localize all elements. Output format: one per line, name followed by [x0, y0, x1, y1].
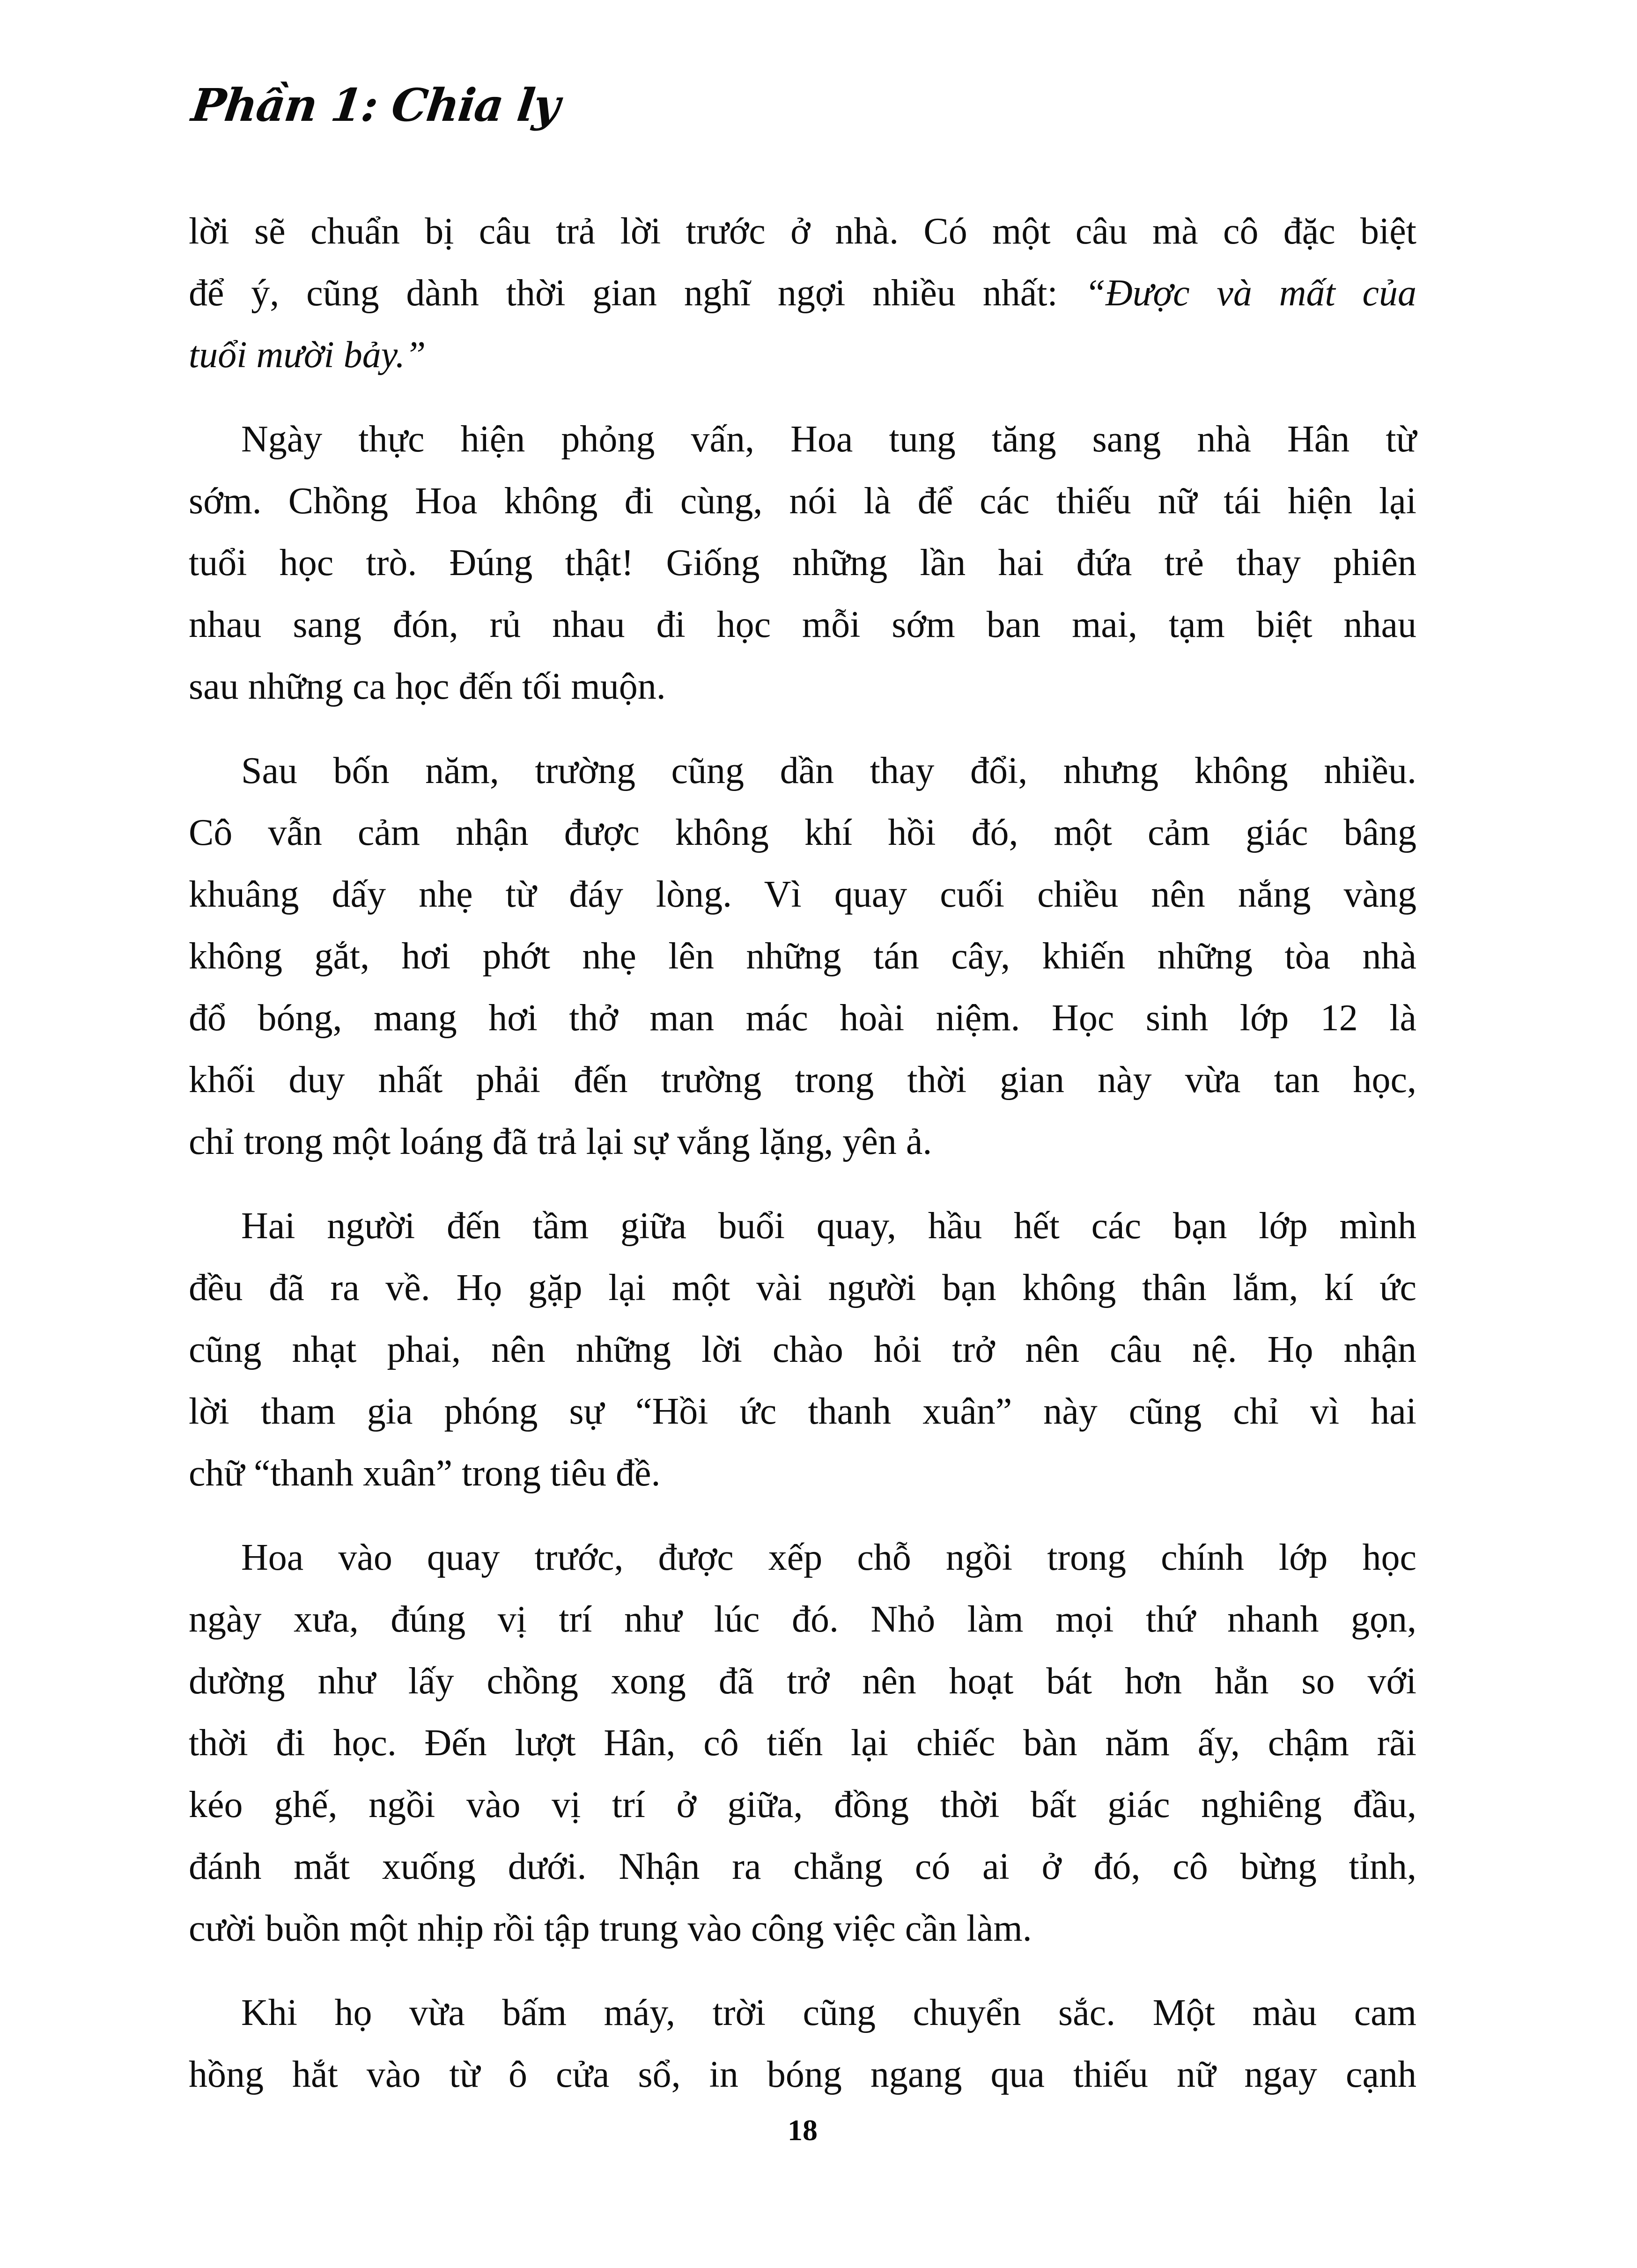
text-line: cười buồn một nhịp rồi tập trung vào công việc cần làm. — [189, 1908, 1032, 1949]
line-text: để ý, cũng dành thời gian nghĩ ngợi nhiều nhất: — [189, 273, 1085, 314]
line-text-italic: “Được và mất của — [1084, 273, 1417, 314]
text-line: hồng hắt vào từ ô cửa sổ, in bóng ngang qua thiếu nữ ngay cạnh — [189, 2054, 1416, 2095]
paragraph — [189, 1982, 1416, 2105]
text-line: cũng nhạt phai, nên những lời chào hỏi trở nên câu nệ. Họ nhận — [189, 1329, 1416, 1370]
text-line: thời đi học. Đến lượt Hân, cô tiến lại chiếc bàn năm ấy, chậm rãi — [189, 1722, 1416, 1764]
text-line: lời tham gia phóng sự “Hồi ức thanh xuân” này cũng chỉ vì hai — [189, 1391, 1416, 1432]
body-text — [189, 200, 1416, 2105]
text-line: tuổi mười bảy.” — [189, 334, 426, 376]
text-line: tuổi học trò. Đúng thật! Giống những lần hai đứa trẻ thay phiên — [189, 542, 1416, 584]
text-line: sau những ca học đến tối muộn. — [189, 666, 666, 707]
text-line: khuâng dấy nhẹ từ đáy lòng. Vì quay cuối chiều nên nắng vàng — [189, 874, 1416, 915]
text-line: đều đã ra về. Họ gặp lại một vài người bạn không thân lắm, kí ức — [189, 1267, 1416, 1308]
text-line: Ngày thực hiện phỏng vấn, Hoa tung tăng sang nhà Hân từ — [241, 419, 1416, 460]
text-line — [189, 262, 1416, 324]
text-line: Hai người đến tầm giữa buổi quay, hầu hết các bạn lớp mình — [241, 1205, 1416, 1247]
text-line: Sau bốn năm, trường cũng dần thay đổi, nhưng không nhiều. — [241, 750, 1416, 791]
text-line: đổ bóng, mang hơi thở man mác hoài niệm. Học sinh lớp 12 là — [189, 997, 1416, 1039]
text-line: Hoa vào quay trước, được xếp chỗ ngồi trong chính lớp học — [241, 1537, 1416, 1578]
text-line: chỉ trong một loáng đã trả lại sự vắng lặng, yên ả. — [189, 1121, 932, 1162]
text-line: sớm. Chồng Hoa không đi cùng, nói là để các thiếu nữ tái hiện lại — [189, 480, 1416, 522]
text-line: dường như lấy chồng xong đã trở nên hoạt bát hơn hẳn so với — [189, 1661, 1416, 1702]
chapter-header: Phần 1: Chia ly — [189, 79, 562, 132]
text-line: Khi họ vừa bấm máy, trời cũng chuyển sắc. Một màu cam — [241, 1992, 1416, 2033]
text-line: Cô vẫn cảm nhận được không khí hồi đó, một cảm giác bâng — [189, 812, 1416, 853]
text-line: khối duy nhất phải đến trường trong thời gian này vừa tan học, — [189, 1059, 1416, 1101]
text-line: ngày xưa, đúng vị trí như lúc đó. Nhỏ làm mọi thứ nhanh gọn, — [189, 1599, 1416, 1640]
text-line: nhau sang đón, rủ nhau đi học mỗi sớm ban mai, tạm biệt nhau — [189, 604, 1416, 645]
paragraph — [189, 1195, 1416, 1504]
text-line: chữ “thanh xuân” trong tiêu đề. — [189, 1453, 661, 1494]
text-line: không gắt, hơi phớt nhẹ lên những tán cây, khiến những tòa nhà — [189, 936, 1416, 977]
paragraph — [189, 740, 1416, 1173]
paragraph — [189, 200, 1416, 386]
paragraph — [189, 1527, 1416, 1959]
text-line: kéo ghế, ngồi vào vị trí ở giữa, đồng thời bất giác nghiêng đầu, — [189, 1784, 1416, 1825]
text-line: lời sẽ chuẩn bị câu trả lời trước ở nhà. Có một câu mà cô đặc biệt — [189, 211, 1416, 252]
text-line: đánh mắt xuống dưới. Nhận ra chẳng có ai ở đó, cô bừng tỉnh, — [189, 1846, 1416, 1887]
page-number: 18 — [788, 2113, 818, 2147]
paragraph — [189, 408, 1416, 717]
